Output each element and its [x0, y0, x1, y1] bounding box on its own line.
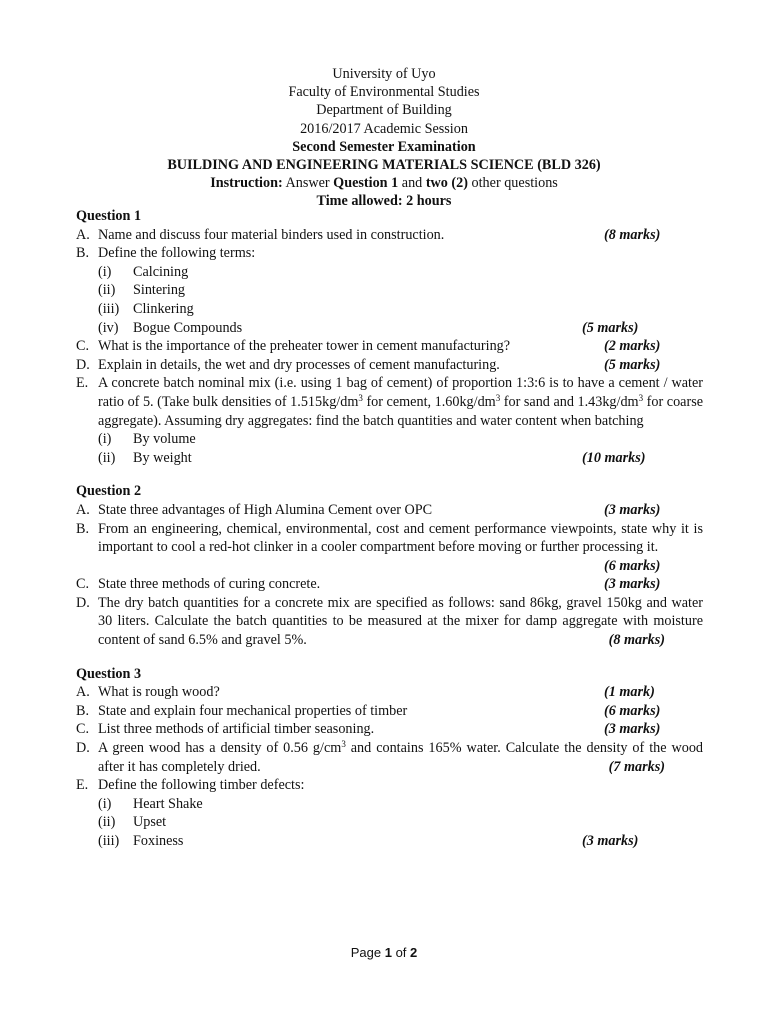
marks: (6 marks) [604, 557, 661, 574]
list-item: (iv) Bogue Compounds (5 marks) [98, 319, 639, 336]
q1-part-d: D. Explain in details, the wet and dry processes of cement manufacturing. (5 marks) [76, 356, 661, 373]
marks: (1 mark) [604, 684, 655, 701]
list-item: (ii) By weight (10 marks) [98, 449, 646, 466]
marks: (5 marks) [582, 319, 639, 336]
exam-name: Second Semester Examination [292, 138, 476, 155]
marks: (6 marks) [604, 702, 661, 719]
q1-part-c: C. What is the importance of the preheater tower in cement manufacturing? (2 marks) [76, 338, 661, 355]
page-footer: Page 1 of 2 [350, 945, 418, 960]
academic-session: 2016/2017 Academic Session [300, 120, 468, 137]
faculty-name: Faculty of Environmental Studies [288, 84, 480, 101]
marks: (5 marks) [604, 356, 661, 373]
department-name: Department of Building [316, 102, 452, 119]
q3-part-e: E. Define the following timber defects: [76, 777, 305, 794]
q2-part-a: A. State three advantages of High Alumina Cement over OPC (3 marks) [76, 501, 661, 518]
exam-body [76, 207, 703, 851]
q2-part-d: D. The dry batch quantities for a concrete mix are specified as follows: sand 86kg, gravel 150kg and water 30 liters. Calculate the batch quantities to be measured at the mixer for damp aggregate with moisture content of sand 6.5% and gravel 5%. (8 marks) [76, 594, 703, 649]
marks: (8 marks) [608, 632, 665, 649]
page-total: 2 [410, 945, 418, 960]
q1-part-e: E. A concrete batch nominal mix (i.e. using 1 bag of cement) of proportion 1:3:6 is to have a cement / water ratio of 5. (Take bulk densities of $1.515kg/dm^3$ for cement, $1.60kg/dm^3$ for sand and $1.43kg/dm^3$ for coarse aggregate). Assuming dry aggregates: find the batch quantities and water content when batching [76, 375, 704, 429]
list-item: (i) Heart Shake [98, 795, 203, 812]
q3-part-a: A. What is rough wood? (1 mark) [76, 684, 655, 701]
list-item: (ii) Sintering [98, 282, 186, 299]
marks: (3 marks) [604, 721, 661, 738]
list-item: (iii) Clinkering [98, 300, 194, 317]
list-item: (iii) Foxiness (3 marks) [98, 833, 639, 849]
marks: (10 marks) [582, 449, 646, 466]
course-title: BUILDING AND ENGINEERING MATERIALS SCIENCE (BLD 326) [167, 157, 601, 174]
question-2-title: Question 2 [76, 483, 142, 500]
marks: (7 marks) [608, 758, 665, 775]
q3-part-d: D. A green wood has a density of 0.56 $g/cm^3$ and contains 165% water. Calculate the density of the wood after it has completely dried. (7 marks) [76, 739, 704, 775]
marks: (3 marks) [582, 833, 639, 849]
page-number: 1 [384, 945, 392, 960]
marks: (3 marks) [604, 576, 661, 593]
list-item: (i) Calcining [98, 263, 189, 280]
q2-part-c: C. State three methods of curing concrete. (3 marks) [76, 576, 661, 593]
exam-header [0, 65, 768, 211]
q1-part-b: B. Define the following terms: [76, 245, 256, 262]
q3-part-c: C. List three methods of artificial timber seasoning. (3 marks) [76, 721, 661, 738]
list-item: (i) By volume [98, 431, 196, 448]
marks: (3 marks) [604, 501, 661, 518]
q3-part-b: B. State and explain four mechanical properties of timber (6 marks) [76, 702, 661, 719]
marks: (8 marks) [604, 226, 661, 243]
instruction-line: Instruction: Answer Question 1 and two (2) other questions [210, 175, 558, 192]
question-1-title: Question 1 [76, 208, 142, 224]
university-name: University of Uyo [332, 66, 436, 82]
list-item: (ii) Upset [98, 814, 167, 831]
q2-part-b: B. From an engineering, chemical, environmental, cost and cement performance viewpoints, state why it is important to cool a red-hot clinker in a cooler compartment before moving or further processing it. (6 marks) [76, 520, 703, 574]
q1-part-a: A. Name and discuss four material binders used in construction. (8 marks) [76, 226, 661, 243]
question-3-title: Question 3 [76, 665, 142, 682]
marks: (2 marks) [604, 338, 661, 355]
time-allowed: Time allowed: 2 hours [316, 193, 452, 210]
